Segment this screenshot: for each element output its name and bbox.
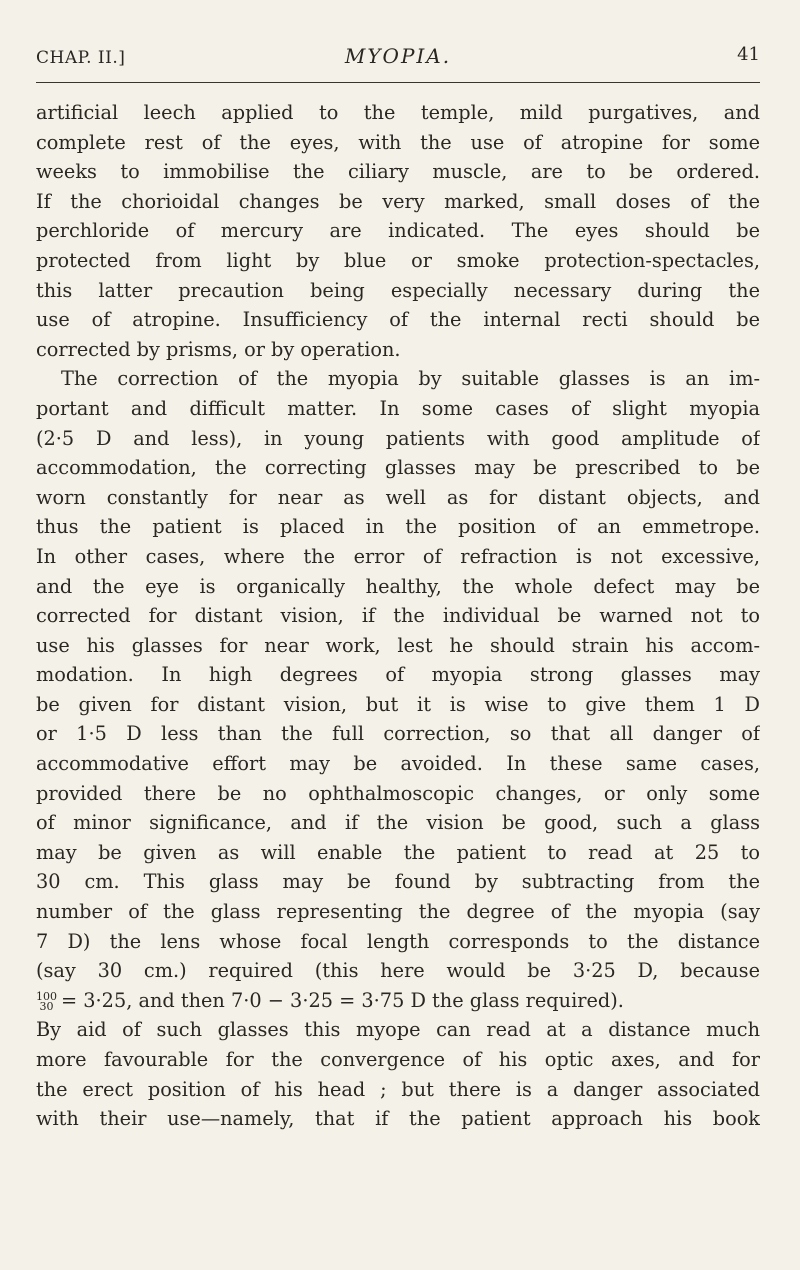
text-line: weeks to immobilise the ciliary muscle, are to be ordered. — [36, 160, 760, 184]
text-line: complete rest of the eyes, with the use of atropine for some — [36, 130, 760, 154]
text-line: worn constantly for near as well as for distant objects, and — [36, 485, 760, 509]
text-line: corrected by prisms, or by operation. — [36, 337, 401, 361]
fraction-line — [36, 986, 760, 1016]
text-line: = 3·25, and then 7·0 − 3·25 = 3·75 D the glass required). — [61, 988, 624, 1012]
text-line: and the eye is organically healthy, the whole defect may be — [36, 574, 760, 598]
fraction — [36, 989, 57, 1013]
text-line: provided there be no ophthalmoscopic changes, or only some — [36, 781, 760, 805]
text-line: protected from light by blue or smoke protection-spectacles, — [36, 248, 760, 272]
text-line: use his glasses for near work, lest he should strain his accom- — [36, 633, 760, 657]
text-line: (say 30 cm.) required (this here would be 3·25 D, because — [36, 959, 760, 983]
text-line: artificial leech applied to the temple, mild purgatives, and — [36, 101, 760, 124]
text-line: number of the glass representing the degree of the myopia (say — [36, 900, 760, 924]
text-line: 7 D) the lens whose focal length corresponds to the distance — [36, 929, 760, 953]
text-line: accommodative effort may be avoided. In these same cases, — [36, 752, 760, 776]
text-line: In other cases, where the error of refraction is not excessive, — [36, 544, 760, 568]
text-line: be given for distant vision, but it is wise to give them 1 D — [36, 692, 760, 716]
chapter-label: CHAP. II.] — [36, 48, 126, 68]
text-line: or 1·5 D less than the full correction, so that all danger of — [36, 722, 760, 746]
text-line: more favourable for the convergence of his optic axes, and for — [36, 1048, 760, 1071]
text-line: thus the patient is placed in the position of an emmetrope. — [36, 515, 760, 539]
fraction-numerator: 100 — [36, 989, 57, 1003]
text-line: corrected for distant vision, if the individual be warned not to — [36, 604, 760, 628]
text-line: of minor significance, and if the vision be good, such a glass — [36, 811, 760, 835]
text-line: perchloride of mercury are indicated. The eyes should be — [36, 219, 760, 243]
text-line: accommodation, the correcting glasses may be prescribed to be — [36, 456, 760, 480]
text-line: the erect position of his head ; but there is a danger associated — [36, 1077, 760, 1101]
text-line: use of atropine. Insufficiency of the internal recti should be — [36, 308, 760, 332]
running-title: MYOPIA. — [344, 44, 452, 68]
text-line: this latter precaution being especially necessary during the — [36, 278, 760, 302]
fraction-denominator: 30 — [39, 999, 54, 1013]
text-line: 30 cm. This glass may be found by subtracting from the — [36, 870, 760, 894]
page-number: 41 — [737, 44, 760, 65]
text-line: (2·5 D and less), in young patients with good amplitude of — [36, 426, 760, 450]
text-line: portant and difficult matter. In some cases of slight myopia — [36, 396, 760, 420]
text-line: By aid of such glasses this myope can read at a distance much — [36, 1018, 760, 1042]
body-text — [36, 98, 760, 1134]
text-line: If the chorioidal changes be very marked, small doses of the — [36, 189, 760, 213]
text-line: modation. In high degrees of myopia strong glasses may — [36, 663, 760, 687]
text-line: may be given as will enable the patient to read at 25 to — [36, 840, 760, 864]
running-header — [36, 38, 760, 83]
text-line: with their use—namely, that if the patient approach his book — [36, 1107, 760, 1131]
paragraph-start: The correction of the myopia by suitable glasses is an im- — [61, 367, 760, 391]
